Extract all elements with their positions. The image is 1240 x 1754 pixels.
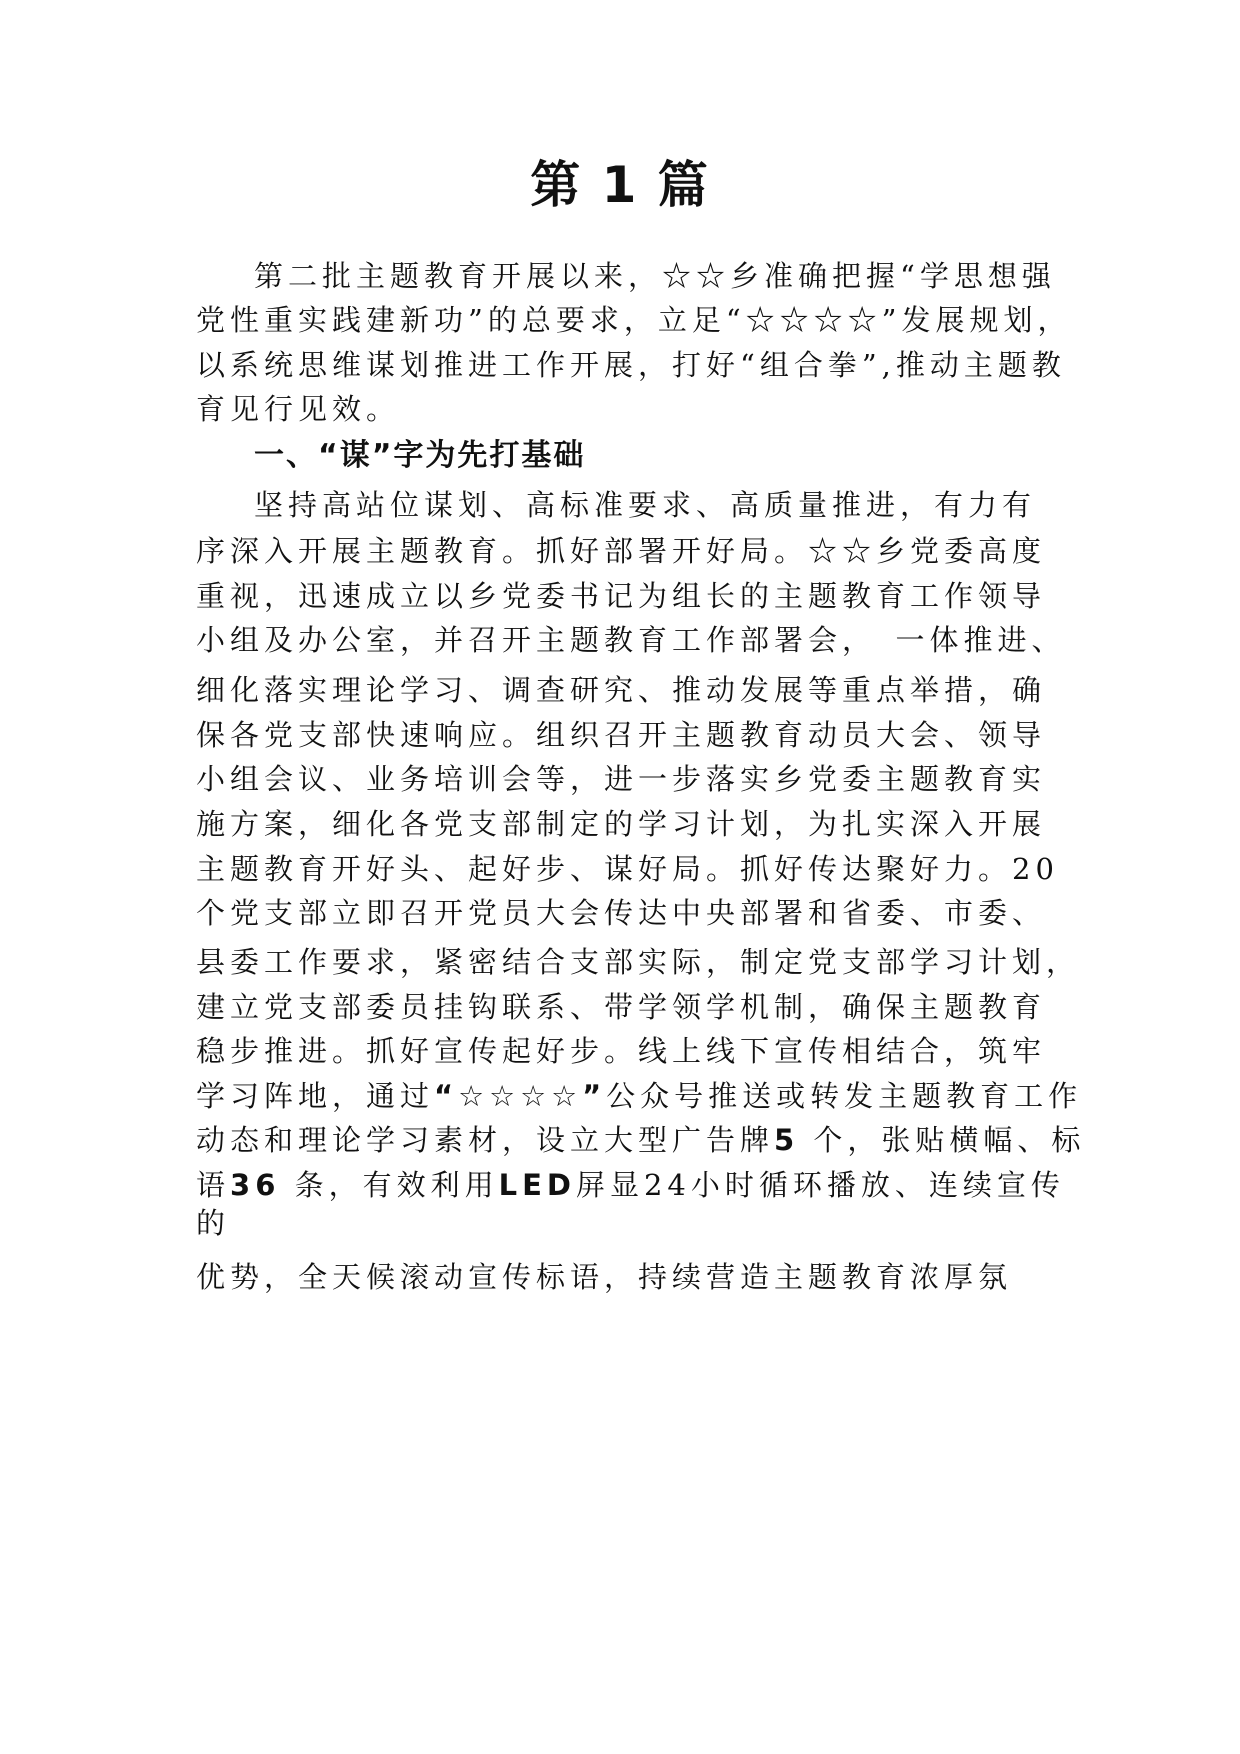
body-line-11: 县委工作要求，紧密结合支部实际，制定党支部学习计划， (196, 945, 1081, 979)
intro-line-1: 第二批主题教育开展以来，☆☆乡准确把握“学思想强 (254, 259, 1056, 293)
body-line-5: 细化落实理论学习、调查研究、推动发展等重点举措，确 (196, 673, 1047, 707)
body-line-16-text-b: 条，有效利用 (280, 1168, 499, 1202)
body-line-18: 优势，全天候滚动宣传标语，持续营造主题教育浓厚氛 (196, 1260, 1013, 1294)
body-line-8: 施方案，细化各党支部制定的学习计划，为扎实深入开展 (196, 807, 1047, 841)
body-line-10: 个党支部立即召开党员大会传达中央部署和省委、市委、 (196, 896, 1047, 930)
body-line-16-text-c: 屏显24小时循环播放、连续宣传 (575, 1168, 1065, 1202)
body-line-6: 保各党支部快速响应。组织召开主题教育动员大会、领导 (196, 718, 1047, 752)
page-title: 第 1 篇 (530, 156, 710, 214)
body-line-13: 稳步推进。抓好宣传起好步。线上线下宣传相结合，筑牢 (196, 1034, 1047, 1068)
body-line-1: 坚持高站位谋划、高标准要求、高质量推进，有力有 (254, 488, 1037, 522)
section-heading-1: 一、“谋”字为先打基础 (254, 438, 586, 473)
body-line-3: 重视，迅速成立以乡党委书记为组长的主题教育工作领导 (196, 579, 1047, 613)
body-line-9: 主题教育开好头、起好步、谋好局。抓好传达聚好力。20 (196, 852, 1059, 886)
account-name-bold: “☆☆☆☆” (434, 1079, 607, 1113)
body-line-15 (196, 1120, 1086, 1160)
banner-count-bold: 36 (230, 1168, 281, 1202)
body-line-14 (196, 1076, 1083, 1116)
intro-line-4: 育见行见效。 (196, 392, 401, 426)
body-line-12: 建立党支部委员挂钩联系、带学领学机制，确保主题教育 (196, 990, 1047, 1024)
body-line-4: 小组及办公室，并召开主题教育工作部署会， 一体推进、 (196, 623, 1066, 657)
body-line-17: 的 (196, 1206, 231, 1240)
body-line-15-text-a: 动态和理论学习素材，设立大型广告牌 (196, 1123, 775, 1157)
intro-line-2: 党性重实践建新功”的总要求，立足“☆☆☆☆”发展规划， (196, 303, 1072, 337)
body-line-14-text-b: 公众号推送或转发主题教育工作 (606, 1079, 1083, 1113)
intro-line-3: 以系统思维谋划推进工作开展，打好“组合拳”,推动主题教 (196, 348, 1066, 382)
body-line-14-text-a: 学习阵地，通过 (196, 1079, 435, 1113)
body-line-2: 序深入开展主题教育。抓好部署开好局。☆☆乡党委高度 (196, 534, 1047, 568)
body-line-16-text-a: 语 (196, 1168, 231, 1202)
body-line-15-text-b: 个，张贴横幅、标 (799, 1123, 1086, 1157)
body-line-7: 小组会议、业务培训会等，进一步落实乡党委主题教育实 (196, 762, 1047, 796)
billboard-count-bold: 5 (774, 1123, 800, 1157)
body-line-16 (196, 1165, 1065, 1205)
led-bold: LED (498, 1168, 576, 1202)
